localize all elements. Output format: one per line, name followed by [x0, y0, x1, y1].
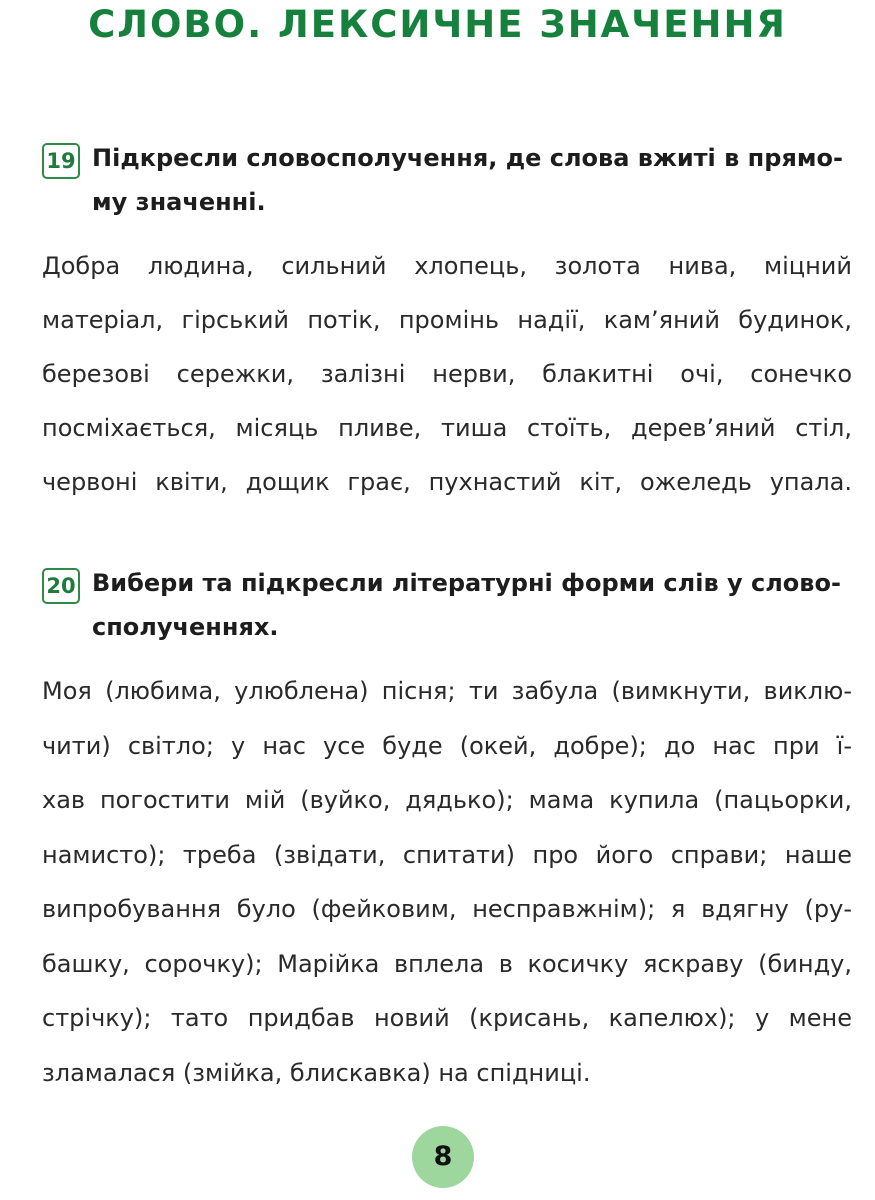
text-line: червоні квіти, дощик грає, пухнастий кіт, ожеледь упала. [42, 468, 852, 496]
task-instruction-line: Вибери та підкресли літературні форми слів у слово- [92, 569, 841, 597]
text-line: намисто); треба (звідати, спитати) про його справи; наше [42, 840, 852, 869]
text-line: зламалася (змійка, блискавка) на спідниці. [42, 1058, 591, 1087]
text-line: Моя (любима, улюблена) пісня; ти забула (вимкнути, виклю- [42, 677, 852, 705]
page-number-badge: 8 [412, 1126, 474, 1188]
text-line: чити) світло; у нас усе буде (окей, добре); до нас при ї- [42, 731, 852, 760]
text-line: Добра людина, сильний хлопець, золота нива, міцний [42, 252, 852, 280]
text-line: башку, сорочку); Марійка вплела в косичку яскраву (бинду, [42, 949, 852, 978]
task-instruction-line: Підкресли словосполучення, де слова вжиті в прямо- [92, 144, 843, 172]
text-line: хав погостити мій (вуйко, дядько); мама купила (пацьорки, [42, 786, 852, 814]
text-line: посміхається, місяць пливе, тиша стоїть, дерев’яний стіл, [42, 414, 852, 442]
task-19-text [42, 239, 852, 509]
page-title: СЛОВО. ЛЕКСИЧНЕ ЗНАЧЕННЯ [88, 3, 787, 46]
task-instruction-line: сполученнях. [92, 613, 279, 641]
text-line: березові сережки, залізні нерви, блакитні очі, сонечко [42, 360, 852, 388]
task-instruction [92, 561, 850, 649]
task-number-badge: 20 [42, 568, 80, 604]
task-number-badge: 19 [42, 143, 80, 179]
task-instruction-line: му значенні. [92, 188, 266, 216]
text-line: випробування було (фейковим, несправжнім); я вдягну (ру- [42, 895, 852, 923]
task-20-text [42, 664, 852, 1100]
text-line: стрічку); тато придбав новий (крисань, капелюх); у мене [42, 1004, 852, 1032]
task-instruction [92, 136, 850, 224]
text-line: матеріал, гірський потік, промінь надії, кам’яний будинок, [42, 306, 852, 334]
